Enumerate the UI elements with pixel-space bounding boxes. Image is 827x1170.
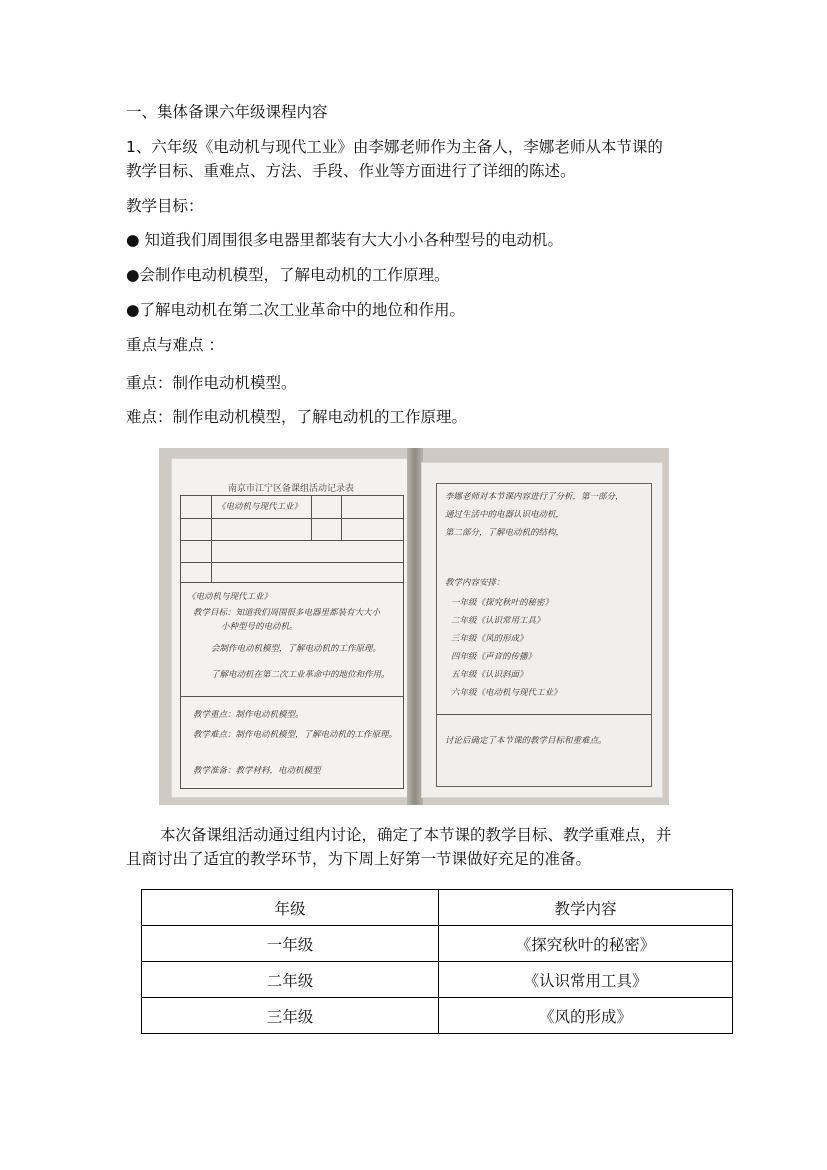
grade-cell: 二年级 [142,962,439,998]
handwritten-note: 三年级《风的形成》 [451,634,528,644]
handwritten-note: 会制作电动机模型，了解电动机的工作原理。 [211,644,382,654]
difficulty-point: 难点：制作电动机模型，了解电动机的工作原理。 [126,408,468,426]
handwritten-note: 教学准备：教学材料，电动机模型 [193,766,321,776]
intro-line-2: 教学目标、重难点、方法、手段、作业等方面进行了详细的陈述。 [126,162,576,180]
content-cell: 《探究秋叶的秘密》 [439,926,733,962]
summary-line-2: 且商讨出了适宜的教学环节，为下周上好第一节课做好充足的准备。 [126,850,592,868]
grade-cell: 三年级 [142,998,439,1034]
handwritten-note: 四年级《声音的传播》 [451,652,537,662]
handwritten-note: 六年级《电动机与现代工业》 [451,688,562,698]
handwritten-note: 了解电动机在第二次工业革命中的地位和作用。 [211,670,390,680]
objective-item: ●会制作电动机模型，了解电动机的工作原理。 [126,266,450,284]
table-header-row [142,890,733,926]
content-cell: 《认识常用工具》 [439,962,733,998]
handwritten-note: 《电动机与现代工业》 [187,592,273,602]
content-cell: 《风的形成》 [439,998,733,1034]
handwritten-note: 《电动机与现代工业》 [217,502,303,512]
form-title: 南京市江宁区备课组活动记录表 [227,484,354,494]
section-heading: 一、集体备课六年级课程内容 [126,103,328,121]
focus-point: 重点：制作电动机模型。 [126,374,297,392]
table-header-cell: 教学内容 [439,890,733,926]
objectives-title: 教学目标： [126,197,204,215]
handwritten-note: 教学内容安排： [445,578,505,588]
key-points-title: 重点与难点 ： [126,336,224,354]
handwritten-note: 二年级《认识常用工具》 [451,616,545,626]
record-notes-page [421,462,663,798]
record-form-page [171,458,411,798]
objective-item: ●了解电动机在第二次工业革命中的地位和作用。 [126,301,466,319]
handwritten-note: 教学目标：知道我们周围很多电器里都装有大大小 [193,608,381,618]
meeting-record-photo [159,448,669,805]
notes-box [436,483,652,787]
table-row [142,962,733,998]
handwritten-note: 五年级《认识斜面》 [451,670,528,680]
handwritten-note: 李娜老师对本节课内容进行了分析，第一部分， [445,492,624,502]
table-header-cell: 年级 [142,890,439,926]
grade-content-table [141,889,733,1034]
handwritten-note: 教学难点：制作电动机模型，了解电动机的工作原理。 [193,730,398,740]
handwritten-note: 第二部分，了解电动机的结构， [445,528,565,538]
table-row [142,926,733,962]
handwritten-note: 教学重点：制作电动机模型。 [193,710,304,720]
handwritten-note: 一年级《探究秋叶的秘密》 [451,598,554,608]
handwritten-note: 小种型号的电动机。 [221,622,298,632]
table-row [142,998,733,1034]
grade-cell: 一年级 [142,926,439,962]
intro-line-1: 1、六年级《电动机与现代工业》由李娜老师作为主备人，李娜老师从本节课的 [126,138,663,156]
form-grid [180,495,404,789]
objective-item: ● 知道我们周围很多电器里都装有大大小小各种型号的电动机。 [126,231,563,249]
handwritten-note: 通过生活中的电器认识电动机， [445,510,565,520]
summary-line-1: 本次备课组活动通过组内讨论，确定了本节课的教学目标、教学重难点，并 [160,826,672,844]
handwritten-note: 讨论后确定了本节课的教学目标和重难点。 [445,736,607,746]
